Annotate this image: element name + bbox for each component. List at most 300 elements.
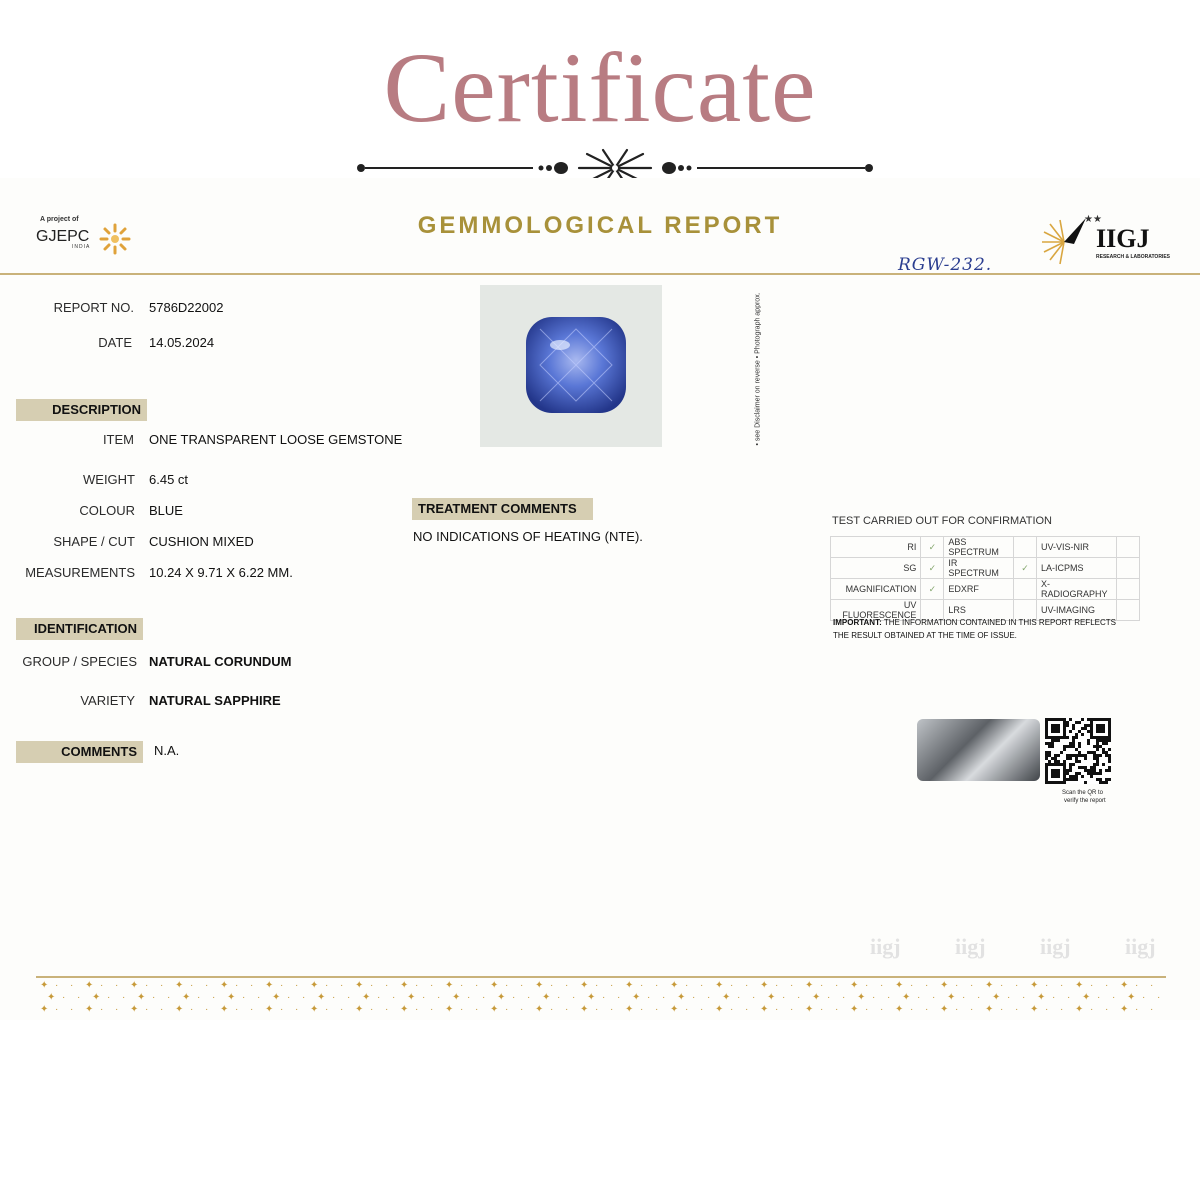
decorative-star: · [250,980,254,991]
decorative-star: · [977,992,981,1003]
decorative-star: ✦ [355,1004,364,1015]
qr-caption-line2: verify the report [1064,798,1106,804]
colour-label: COLOUR [79,503,135,518]
decorative-star: · [302,992,306,1003]
tests-row [831,537,1140,558]
decorative-star: ✦ [92,992,101,1003]
decorative-star: · [970,980,974,991]
decorative-star: · [1060,980,1064,991]
decorative-star: · [1045,980,1049,991]
date-value: 14.05.2024 [149,335,215,350]
test-name-cell: SG [831,558,921,579]
decorative-star: · [332,992,336,1003]
decorative-star: · [1067,992,1071,1003]
decorative-star: · [235,1004,239,1015]
decorative-star: ✦ [542,992,551,1003]
decorative-star: ✦ [310,980,319,991]
decorative-star: · [572,992,576,1003]
decorative-star: ✦ [535,980,544,991]
gem-photo [480,285,662,447]
decorative-star: · [287,992,291,1003]
decorative-star: ✦ [175,980,184,991]
decorative-star: · [377,992,381,1003]
test-name-cell: X-RADIOGRAPHY [1037,579,1117,600]
decorative-star: ✦ [452,992,461,1003]
decorative-star: · [370,980,374,991]
decorative-star: · [385,980,389,991]
watermark-logo-3: iigj [1040,934,1071,959]
decorative-star: ✦ [85,1004,94,1015]
decorative-star: · [1135,1004,1139,1015]
decorative-star: · [70,980,74,991]
treatment-value: NO INDICATIONS OF HEATING (NTE). [413,529,643,544]
decorative-star: · [122,992,126,1003]
decorative-star: · [617,992,621,1003]
decorative-star: ✦ [310,1004,319,1015]
decorative-star: ✦ [1030,1004,1039,1015]
test-check-mark [1117,537,1140,558]
decorative-star: ✦ [40,980,49,991]
decorative-star: ✦ [85,980,94,991]
decorative-star: · [1090,1004,1094,1015]
decorative-star: · [197,992,201,1003]
treatment-header: TREATMENT COMMENTS [412,498,593,520]
sapphire-gem-image [480,285,662,447]
decorative-star: · [1105,980,1109,991]
decorative-star: · [325,1004,329,1015]
decorative-star: ✦ [47,992,56,1003]
decorative-star: · [512,992,516,1003]
decorative-star: ✦ [400,980,409,991]
decorative-star: · [325,980,329,991]
decorative-star: ✦ [1075,1004,1084,1015]
watermark-logo-2: iigj [955,934,986,959]
decorative-star: ✦ [760,980,769,991]
photo-disclaimer-note: • see Disclaimer on reverse • Photograph approx. [754,292,762,446]
decorative-star: · [55,980,59,991]
gjepc-logo-sub: INDIA [72,244,91,250]
decorative-star: · [167,992,171,1003]
colour-value: BLUE [149,503,183,518]
test-check-mark: ✓ [921,537,944,558]
decorative-star: ✦ [1082,992,1091,1003]
decorative-star: ✦ [760,1004,769,1015]
decorative-star: · [1097,992,1101,1003]
decorative-star: · [77,992,81,1003]
decorative-star: · [295,980,299,991]
decorative-star: · [887,992,891,1003]
decorative-star: · [730,980,734,991]
decorative-star: · [782,992,786,1003]
gjepc-logo-name: GJEPC [36,228,90,245]
decorative-star: ✦ [407,992,416,1003]
decorative-star: · [385,1004,389,1015]
decorative-star: ✦ [940,1004,949,1015]
decorative-star: · [370,1004,374,1015]
qr-code[interactable] [1045,718,1111,784]
decorative-star: ✦ [902,992,911,1003]
test-name-cell: UV FLUORESCENCE [831,600,921,621]
decorative-star: · [602,992,606,1003]
decorative-star: · [475,1004,479,1015]
decorative-star: ✦ [400,1004,409,1015]
decorative-star: ✦ [490,980,499,991]
svg-text:★★: ★★ [1084,214,1102,225]
decorative-star: · [190,980,194,991]
tests-table [830,536,1140,621]
decorative-star: · [595,1004,599,1015]
decorative-star: · [685,1004,689,1015]
decorative-star: ✦ [850,980,859,991]
decorative-star: ✦ [535,1004,544,1015]
decorative-star: · [880,1004,884,1015]
item-value: ONE TRANSPARENT LOOSE GEMSTONE [149,432,403,447]
decorative-star: · [820,980,824,991]
decorative-star: ✦ [175,1004,184,1015]
decorative-star: · [520,980,524,991]
decorative-star: · [160,980,164,991]
date-label: DATE [98,335,132,350]
decorative-star: · [835,1004,839,1015]
decorative-star: · [692,992,696,1003]
decorative-star: · [527,992,531,1003]
decorative-star: · [152,992,156,1003]
decorative-star: · [955,980,959,991]
decorative-star: · [745,1004,749,1015]
comments-value: N.A. [154,743,180,758]
decorative-star: · [842,992,846,1003]
decorative-star: · [662,992,666,1003]
decorative-star: · [430,980,434,991]
decorative-star: · [437,992,441,1003]
decorative-star: · [100,980,104,991]
decorative-star: · [115,980,119,991]
decorative-star: · [1090,980,1094,991]
test-name-cell: MAGNIFICATION [831,579,921,600]
decorative-star: · [145,1004,149,1015]
decorative-star: · [1000,980,1004,991]
decorative-star: · [1105,1004,1109,1015]
decorative-star: · [820,1004,824,1015]
decorative-star: · [827,992,831,1003]
decorative-star: · [235,980,239,991]
header-rule [0,273,1200,275]
decorative-star: · [565,980,569,991]
decorative-star: · [775,1004,779,1015]
decorative-star: ✦ [722,992,731,1003]
report-heading: GEMMOLOGICAL REPORT [417,212,783,239]
decorative-star: · [790,1004,794,1015]
variety-value: NATURAL SAPPHIRE [149,693,281,708]
decorative-star: · [460,980,464,991]
decorative-star: · [430,1004,434,1015]
decorative-star: · [107,992,111,1003]
tests-title: TEST CARRIED OUT FOR CONFIRMATION [832,515,1053,527]
decorative-star: · [872,992,876,1003]
decorative-star: ✦ [362,992,371,1003]
important-note [833,616,1123,642]
item-label: ITEM [102,432,134,447]
identification-header: IDENTIFICATION [16,618,143,640]
decorative-star: · [1022,992,1026,1003]
shape-label: SHAPE / CUT [53,534,135,549]
decorative-star: · [145,980,149,991]
decorative-star-border [40,980,1166,1020]
decorative-star: ✦ [355,980,364,991]
decorative-star: · [962,992,966,1003]
decorative-star: · [610,980,614,991]
decorative-star: ✦ [580,980,589,991]
decorative-star: · [460,1004,464,1015]
report-no-label: REPORT NO. [53,300,134,315]
decorative-star: · [1060,1004,1064,1015]
decorative-star: · [100,1004,104,1015]
decorative-star: · [730,1004,734,1015]
decorative-star: ✦ [445,1004,454,1015]
decorative-star: · [1112,992,1116,1003]
decorative-star: ✦ [812,992,821,1003]
decorative-star: · [925,1004,929,1015]
group-label: GROUP / SPECIES [22,654,137,669]
test-name-cell: IR SPECTRUM [944,558,1014,579]
measurements-label: MEASUREMENTS [25,565,135,580]
decorative-star: · [655,980,659,991]
decorative-star: · [115,1004,119,1015]
decorative-star: ✦ [1120,980,1129,991]
decorative-star: · [340,1004,344,1015]
decorative-star: · [1135,980,1139,991]
decorative-star: · [910,1004,914,1015]
report-no-value: 5786D22002 [149,300,224,315]
decorative-star: ✦ [220,980,229,991]
decorative-star: · [595,980,599,991]
decorative-star: · [1157,992,1161,1003]
decorative-star: ✦ [1120,1004,1129,1015]
decorative-star: ✦ [265,980,274,991]
decorative-star: · [925,980,929,991]
decorative-star: · [1142,992,1146,1003]
decorative-star: ✦ [805,1004,814,1015]
decorative-star: · [205,1004,209,1015]
decorative-star: · [752,992,756,1003]
test-name-cell: EDXRF [944,579,1014,600]
decorative-star: · [62,992,66,1003]
test-check-mark [1117,579,1140,600]
decorative-star: · [415,980,419,991]
decorative-star: · [280,1004,284,1015]
decorative-star: ✦ [632,992,641,1003]
decorative-star: · [707,992,711,1003]
decorative-star: · [910,980,914,991]
decorative-star: ✦ [130,980,139,991]
decorative-star: · [1150,1004,1154,1015]
gjepc-tagline: A project of [40,216,79,223]
decorative-star: ✦ [265,1004,274,1015]
decorative-star: · [1150,980,1154,991]
decorative-star: · [970,1004,974,1015]
decorative-star: ✦ [677,992,686,1003]
decorative-star: ✦ [857,992,866,1003]
decorative-star: · [467,992,471,1003]
decorative-star: · [190,1004,194,1015]
decorative-star: · [865,1004,869,1015]
decorative-star: · [415,1004,419,1015]
decorative-star: ✦ [272,992,281,1003]
comments-header: COMMENTS [16,741,143,763]
decorative-star: · [1015,1004,1019,1015]
decorative-star: · [700,980,704,991]
decorative-star: · [160,1004,164,1015]
test-check-mark: ✓ [921,558,944,579]
decorative-star: · [250,1004,254,1015]
decorative-star: · [790,980,794,991]
decorative-star: ✦ [805,980,814,991]
weight-value: 6.45 ct [149,472,189,487]
decorative-star: ✦ [587,992,596,1003]
decorative-star: · [745,980,749,991]
important-text: THE INFORMATION CONTAINED IN THIS REPORT REFLECTS THE RESULT OBTAINED AT THE TIME OF ISSUE. [833,618,1116,640]
decorative-star: · [1045,1004,1049,1015]
decorative-star: · [550,980,554,991]
group-value: NATURAL CORUNDUM [149,654,292,669]
decorative-star: ✦ [992,992,1001,1003]
decorative-star: · [1052,992,1056,1003]
decorative-star: · [70,1004,74,1015]
decorative-star: · [280,980,284,991]
qr-caption-line1: Scan the QR to [1062,790,1104,796]
decorative-star: ✦ [490,1004,499,1015]
page-title: Certificate [383,32,817,143]
decorative-star: ✦ [947,992,956,1003]
decorative-star: · [347,992,351,1003]
shape-value: CUSHION MIXED [149,534,254,549]
watermark-logo-4: iigj [1125,934,1156,959]
test-name-cell: UV-IMAGING [1037,600,1117,621]
decorative-star: · [475,980,479,991]
decorative-star: · [647,992,651,1003]
test-name-cell: UV-VIS-NIR [1037,537,1117,558]
decorative-star: · [1000,1004,1004,1015]
decorative-star: · [655,1004,659,1015]
decorative-star: ✦ [985,1004,994,1015]
hologram-sticker [917,719,1040,781]
decorative-star: ✦ [1030,980,1039,991]
decorative-star: ✦ [850,1004,859,1015]
decorative-star: ✦ [1075,980,1084,991]
handwritten-reference: RGW-232. [898,255,993,275]
footer-rule [36,976,1166,978]
decorative-star: · [880,980,884,991]
decorative-star: ✦ [670,1004,679,1015]
decorative-star: ✦ [220,1004,229,1015]
description-header: DESCRIPTION [16,399,147,421]
decorative-star: · [1007,992,1011,1003]
decorative-star: · [917,992,921,1003]
decorative-star: ✦ [625,980,634,991]
measurements-value: 10.24 X 9.71 X 6.22 MM. [149,565,293,580]
test-check-mark [1014,537,1037,558]
decorative-star: · [55,1004,59,1015]
test-name-cell: LA-ICPMS [1037,558,1117,579]
decorative-star: ✦ [985,980,994,991]
decorative-star: ✦ [715,1004,724,1015]
decorative-star: · [422,992,426,1003]
decorative-star: ✦ [895,980,904,991]
decorative-star: ✦ [227,992,236,1003]
decorative-star: · [212,992,216,1003]
decorative-star: ✦ [445,980,454,991]
decorative-star: ✦ [940,980,949,991]
decorative-star: · [482,992,486,1003]
decorative-star: · [550,1004,554,1015]
test-check-mark: ✓ [1014,558,1037,579]
decorative-star: ✦ [767,992,776,1003]
test-check-mark [1117,558,1140,579]
decorative-star: · [865,980,869,991]
decorative-star: ✦ [580,1004,589,1015]
decorative-star: · [505,980,509,991]
decorative-star: · [640,1004,644,1015]
decorative-star: · [685,980,689,991]
decorative-star: ✦ [137,992,146,1003]
decorative-star: · [610,1004,614,1015]
decorative-star: · [505,1004,509,1015]
decorative-star: · [700,1004,704,1015]
decorative-star: ✦ [1037,992,1046,1003]
test-name-cell: LRS [944,600,1014,621]
decorative-star: · [520,1004,524,1015]
decorative-star: · [295,1004,299,1015]
test-check-mark: ✓ [921,579,944,600]
decorative-star: ✦ [182,992,191,1003]
decorative-star: ✦ [670,980,679,991]
iigj-logo-name: IIGJ [1096,224,1150,253]
decorative-star: · [340,980,344,991]
decorative-star: · [640,980,644,991]
decorative-star: ✦ [40,1004,49,1015]
tests-row [831,558,1140,579]
decorative-star: ✦ [497,992,506,1003]
decorative-star: · [775,980,779,991]
decorative-star: · [565,1004,569,1015]
variety-label: VARIETY [80,693,135,708]
decorative-star: ✦ [1127,992,1136,1003]
decorative-star: ✦ [895,1004,904,1015]
decorative-star: · [557,992,561,1003]
decorative-star: · [205,980,209,991]
decorative-star: · [835,980,839,991]
decorative-star: · [242,992,246,1003]
iigj-emblem-icon [1040,214,1102,266]
decorative-star: ✦ [317,992,326,1003]
iigj-logo-sub: RESEARCH & LABORATORIES [1096,254,1170,260]
decorative-star: ✦ [130,1004,139,1015]
decorative-star: · [932,992,936,1003]
decorative-star: · [737,992,741,1003]
important-label: IMPORTANT: [833,618,882,627]
decorative-star: · [392,992,396,1003]
decorative-star: ✦ [715,980,724,991]
decorative-star: ✦ [625,1004,634,1015]
weight-label: WEIGHT [83,472,135,487]
test-check-mark [1014,579,1037,600]
test-name-cell: RI [831,537,921,558]
decorative-star: · [797,992,801,1003]
decorative-star: · [1015,980,1019,991]
decorative-star: · [955,1004,959,1015]
test-name-cell: ABS SPECTRUM [944,537,1014,558]
decorative-star: · [257,992,261,1003]
